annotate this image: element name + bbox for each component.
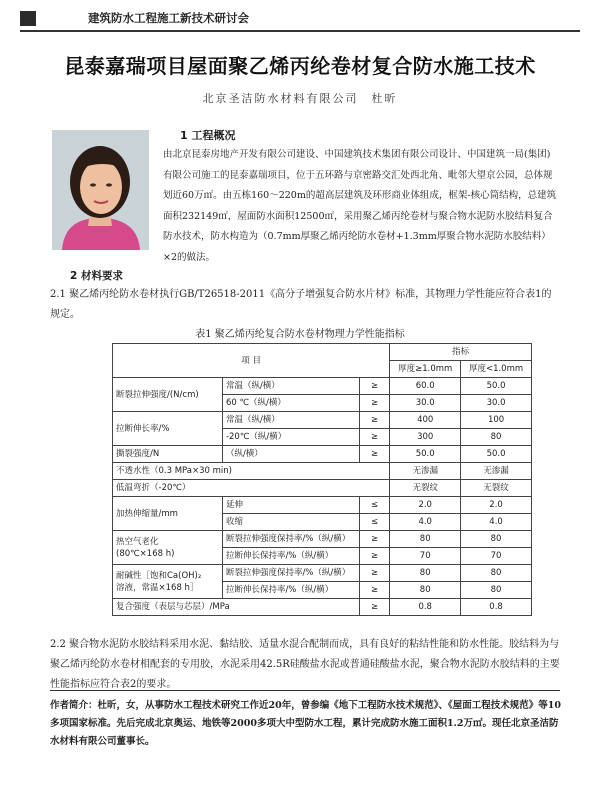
header-thin: 厚度<1.0mm bbox=[461, 361, 532, 378]
table-row: 热空气老化 (80℃×168 h) 断裂拉伸强度保持率/%（纵/横） ≥ 80 80 bbox=[113, 531, 532, 548]
table-row: 收缩 ≤ 4.0 4.0 bbox=[113, 514, 532, 531]
section-2-heading: 2 材料要求 bbox=[70, 270, 123, 282]
table-row: 不透水性（0.3 MPa×30 min) 无渗漏 无渗漏 bbox=[113, 463, 532, 480]
table-row: 断裂拉伸强度/(N/cm) 常温（纵/横） ≥ 60.0 50.0 bbox=[113, 378, 532, 395]
table-1 bbox=[112, 343, 532, 616]
table-row: 低温弯折（-20℃） 无裂纹 无裂纹 bbox=[113, 480, 532, 497]
section-2-2-paragraph: 2.2 聚合物水泥防水胶结料采用水泥、黏结胶、适量水混合配制而成，具有良好的粘结性能和防水性能。胶结料为与聚乙烯丙纶防水卷材相配套的专用胶，水泥采用42.5R硅酸盐水泥或普通硅酸盐水泥，聚合物水泥防水胶结料的主要性能指标应符合表2的要求。 bbox=[50, 639, 560, 690]
table-row: 拉断伸长率/% 常温（纵/横） ≥ 400 100 bbox=[113, 412, 532, 429]
table-1-caption: 表1 聚乙烯丙纶复合防水卷材物理力学性能指标 bbox=[195, 329, 405, 340]
section-1-heading: 1 工程概况 bbox=[180, 129, 236, 142]
table-row: 耐碱性［饱和Ca(OH)₂ 溶液，常温×168 h］ 断裂拉伸强度保持率/%（纵/横） ≥ 80 80 bbox=[113, 565, 532, 582]
table-row: 拉断伸长保持率/%（纵/横） ≥ 80 80 bbox=[113, 582, 532, 599]
table-row: -20℃（纵/横） ≥ 300 80 bbox=[113, 429, 532, 446]
author-portrait-image bbox=[52, 130, 149, 250]
table-row: 60 ℃（纵/横） ≥ 30.0 30.0 bbox=[113, 395, 532, 412]
header-index: 指标 bbox=[390, 344, 532, 361]
header-item: 项 目 bbox=[113, 344, 390, 378]
article-title: 昆泰嘉瑞项目屋面聚乙烯丙纶卷材复合防水施工技术 bbox=[64, 54, 536, 78]
author-bio-footnote: 作者简介：杜昕，女，从事防水工程技术研究工作近20年，曾参编《地下工程防水技术规范》、《屋面工程技术规范》等10多项国家标准。先后完成北京奥运、地铁等2000多项大中型防水工程，累计完成防水施工面积1.2万㎡。现任北京圣洁防水材料有限公司董事长。 bbox=[50, 700, 561, 747]
table-header-row bbox=[113, 344, 532, 361]
section-1-body: 由北京昆泰房地产开发有限公司建设、中国建筑技术集团有限公司设计、中国建筑一局(集团)有限公司施工的昆泰嘉瑞项目，位于五环路与京密路交汇处西北角、毗邻大望京公园，总体规划近60万㎡。由五栋160～220m的超高层建筑及环形商业体组成，框架-核心筒结构，总建筑面积232149㎡，屋面防水面积12500㎡，采用聚乙烯丙纶卷材与聚合物水泥防水胶结料复合防水技术，防水构造为（0.7mm厚聚乙烯丙纶防水卷材+1.3mm厚聚合物水泥防水胶结料）×2的做法。 bbox=[163, 149, 557, 263]
table-row: 复合强度（表层与芯层）/MPa ≥ 0.8 0.8 bbox=[113, 599, 532, 616]
author-photo bbox=[52, 130, 149, 250]
footnote-divider bbox=[50, 690, 560, 691]
section-2-1-paragraph: 2.1 聚乙烯丙纶防水卷材执行GB/T26518-2011《高分子增强复合防水片材》标准，其物理力学性能应符合表1的规定。 bbox=[50, 289, 552, 320]
running-header bbox=[20, 8, 580, 32]
table-row: 拉断伸长保持率/%（纵/横） ≥ 70 70 bbox=[113, 548, 532, 565]
running-title: 建筑防水工程施工新技术研讨会 bbox=[88, 11, 249, 25]
article-author: 北京圣洁防水材料有限公司 杜昕 bbox=[202, 92, 398, 105]
table-row: 撕裂强度/N （纵/横） ≥ 50.0 50.0 bbox=[113, 446, 532, 463]
header-marker bbox=[20, 11, 36, 26]
table-row: 加热伸缩量/mm 延伸 ≤ 2.0 2.0 bbox=[113, 497, 532, 514]
header-thick: 厚度≥1.0mm bbox=[390, 361, 461, 378]
